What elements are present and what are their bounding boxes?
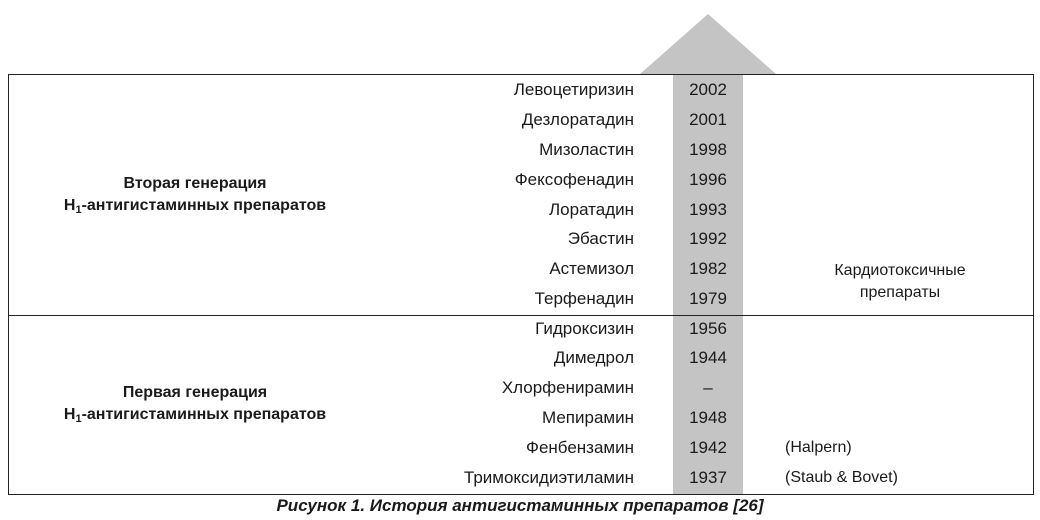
drug-name: Астемизол (549, 259, 634, 278)
drug-name: Дезлоратадин (521, 110, 634, 129)
first-generation-label: Первая генерация $H_1$-антигистаминных препаратов (63, 384, 327, 425)
drug-name: Мизоластин (539, 140, 634, 159)
drug-year: 2001 (689, 110, 727, 129)
drug-name: Фексофенадин (514, 170, 634, 189)
drug-year: 2002 (689, 80, 727, 99)
drug-year: 1948 (689, 408, 727, 427)
drug-year: 1937 (689, 468, 727, 487)
drug-year: 1982 (689, 259, 727, 278)
drug-year: 1942 (689, 438, 727, 457)
drug-name: Лоратадин (549, 200, 634, 219)
drug-name: Терфенадин (534, 289, 634, 308)
figure-caption: Рисунок 1. История антигистаминных препаратов [26] (276, 496, 764, 515)
drug-year: 1993 (689, 200, 727, 219)
drug-year: – (703, 378, 713, 397)
drug-name: Хлорфенирамин (501, 378, 634, 397)
drug-name: Фенбензамин (526, 438, 634, 457)
cardiotoxic-label: Кардиотоксичные препараты (834, 262, 966, 301)
drug-year: 1979 (689, 289, 727, 308)
drug-name: Мепирамин (542, 408, 634, 427)
drug-note: (Halpern) (785, 439, 852, 456)
drug-year: 1996 (689, 170, 727, 189)
drug-year: 1956 (689, 319, 727, 338)
drug-name: Тримоксидиэтиламин (463, 468, 634, 487)
second-generation-label: Вторая генерация $H_1$-антигистаминных препаратов (63, 175, 327, 216)
drug-name: Димедрол (553, 348, 634, 367)
drug-name: Гидроксизин (535, 319, 634, 338)
drug-year: 1998 (689, 140, 727, 159)
drug-name: Эбастин (567, 229, 634, 248)
drug-year: 1992 (689, 229, 727, 248)
drug-note: (Staub & Bovet) (785, 469, 898, 486)
timeline-arrow-head (0, 0, 1040, 80)
drug-year: 1944 (689, 348, 727, 367)
drug-name: Левоцетиризин (513, 80, 634, 99)
